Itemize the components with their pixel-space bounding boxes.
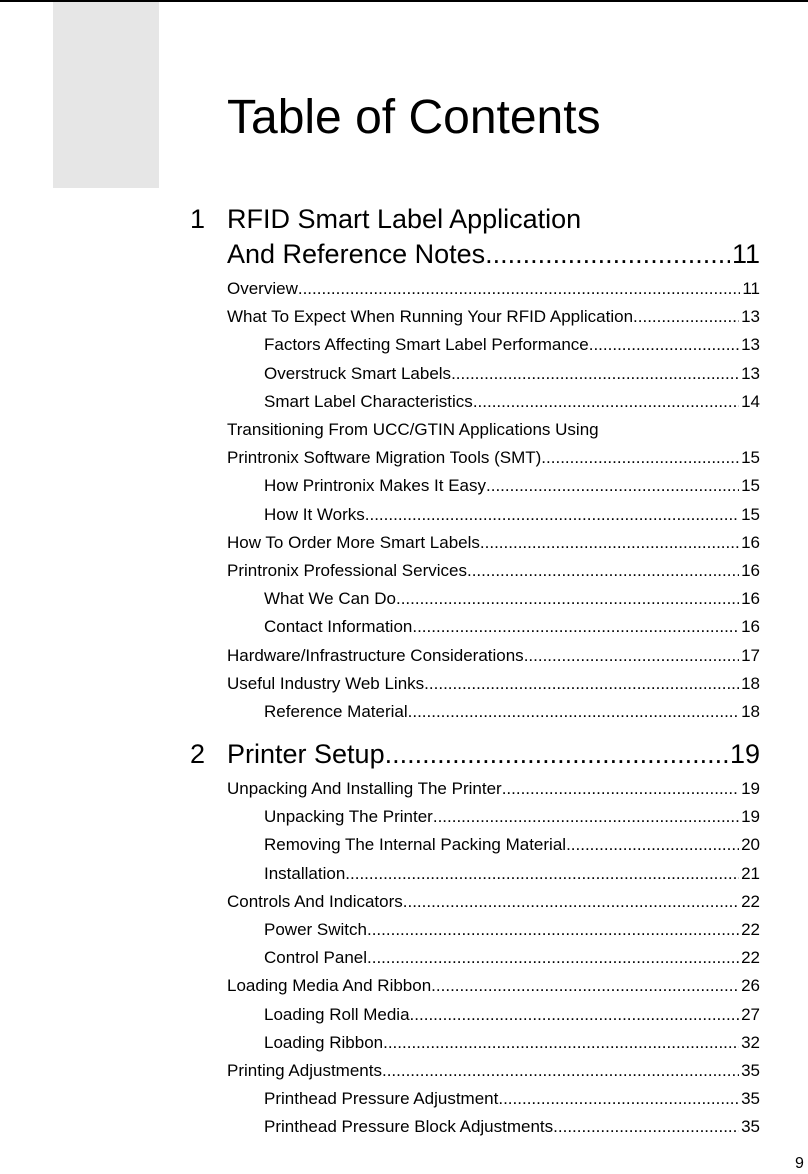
- toc-entry[interactable]: [227, 779, 760, 799]
- toc-entry-title: What We Can Do: [264, 589, 396, 609]
- toc-entry-page: 19: [741, 779, 760, 798]
- leader-dots: [451, 364, 739, 384]
- toc-entry-page: 11: [742, 279, 760, 298]
- toc-entry-title: How Printronix Makes It Easy: [264, 476, 487, 496]
- leader-dots: [408, 702, 739, 722]
- toc-subentry[interactable]: [264, 505, 760, 525]
- toc-subentry[interactable]: [264, 948, 760, 968]
- leader-dots: [412, 617, 739, 637]
- toc-entry[interactable]: [227, 674, 760, 694]
- toc-entry-title: How To Order More Smart Labels: [227, 532, 480, 552]
- leader-dots: [589, 335, 739, 355]
- toc-entry-title: Printronix Professional Services: [227, 561, 467, 580]
- toc-subentry[interactable]: [264, 920, 760, 940]
- toc-entry-title: Printhead Pressure Block Adjustments: [264, 1117, 554, 1137]
- toc-entry-page: 13: [741, 307, 760, 327]
- toc-entry-title: Printhead Pressure Adjustment: [264, 1089, 499, 1109]
- leader-dots: [365, 505, 739, 525]
- toc-entry-page: 35: [741, 1061, 760, 1080]
- leader-dots: [553, 1117, 739, 1137]
- toc-subentry[interactable]: [264, 835, 760, 855]
- leader-dots: [367, 948, 739, 968]
- toc-subentry[interactable]: [264, 1033, 760, 1053]
- toc-subentry[interactable]: [264, 1117, 760, 1137]
- toc-entry[interactable]: [227, 279, 760, 299]
- leader-dots: [424, 674, 739, 694]
- chapter-1-title-line2: And Reference Notes: [227, 239, 486, 269]
- chapter-tab-block: [53, 2, 159, 188]
- chapter-1-title-line1: RFID Smart Label Application: [227, 204, 582, 234]
- toc-entry-page: 22: [741, 948, 760, 968]
- toc-subentry[interactable]: [264, 364, 760, 384]
- toc-entry[interactable]: [227, 448, 760, 468]
- toc-entry-page: 27: [741, 1004, 760, 1024]
- toc-subentry[interactable]: [264, 392, 760, 412]
- toc-entry-page: 22: [741, 891, 760, 911]
- toc-entry[interactable]: [227, 892, 760, 912]
- leader-dots: [345, 864, 739, 884]
- leader-dots: [566, 835, 739, 855]
- toc-entry-page: 18: [741, 673, 760, 693]
- toc-entry-title: What To Expect When Running Your RFID Application: [227, 307, 634, 327]
- chapter-1-number: 1: [190, 204, 206, 234]
- leader-dots: [502, 779, 739, 799]
- chapter-2-title: Printer Setup: [227, 739, 385, 769]
- toc-entry-page: 19: [741, 807, 760, 827]
- toc-entry-page: 20: [741, 835, 760, 855]
- toc-entry-title: How It Works: [264, 504, 365, 524]
- toc-entry-continued[interactable]: Transitioning From UCC/GTIN Applications Using: [227, 420, 599, 439]
- chapter-2-number: 2: [190, 739, 206, 769]
- toc-entry-page: 16: [741, 617, 760, 637]
- toc-entry-title: Control Panel: [264, 948, 368, 968]
- toc-entry-page: 15: [741, 476, 760, 496]
- leader-dots: [524, 646, 739, 666]
- toc-entry-page: 16: [741, 561, 760, 580]
- leader-dots: [382, 1061, 739, 1081]
- leader-dots: [541, 448, 739, 468]
- chapter-1-entry[interactable]: [227, 238, 760, 270]
- toc-entry-title: Unpacking And Installing The Printer: [227, 779, 502, 798]
- leader-dots: [633, 307, 739, 327]
- toc-entry-page: 13: [741, 363, 760, 383]
- toc-entry-page: 13: [741, 335, 760, 355]
- leader-dots: [396, 589, 739, 609]
- leader-dots: [480, 533, 739, 553]
- toc-entry-title: Removing The Internal Packing Material: [264, 835, 567, 855]
- toc-subentry[interactable]: [264, 1089, 760, 1109]
- toc-entry-page: 17: [741, 645, 760, 665]
- leader-dots: [385, 738, 728, 770]
- toc-entry-page: 32: [741, 1032, 760, 1052]
- chapter-2-entry[interactable]: [227, 738, 760, 770]
- toc-entry-title: Controls And Indicators: [227, 891, 403, 911]
- toc-entry-title: Overstruck Smart Labels: [264, 363, 452, 383]
- toc-entry-page: 35: [741, 1089, 760, 1109]
- leader-dots: [498, 1089, 739, 1109]
- toc-entry-title: Useful Industry Web Links: [227, 673, 425, 693]
- leader-dots: [473, 392, 739, 412]
- toc-entry-title: Hardware/Infrastructure Considerations: [227, 645, 524, 665]
- toc-subentry[interactable]: [264, 864, 760, 884]
- toc-entry-title: Power Switch: [264, 920, 367, 939]
- toc-subentry[interactable]: [264, 589, 760, 609]
- chapter-2-page: 19: [729, 739, 760, 769]
- toc-entry-title: Smart Label Characteristics: [264, 391, 473, 411]
- toc-entry-page: 26: [741, 976, 760, 996]
- leader-dots: [403, 892, 739, 912]
- toc-subentry[interactable]: [264, 335, 760, 355]
- toc-entry-page: 21: [741, 863, 760, 883]
- toc-entry-title: Printing Adjustments: [227, 1061, 382, 1080]
- toc-entry[interactable]: [227, 307, 760, 327]
- toc-entry-page: 16: [741, 532, 760, 552]
- toc-entry-page: 14: [741, 391, 760, 411]
- toc-entry-page: 22: [741, 920, 760, 939]
- toc-entry-title: Loading Ribbon: [264, 1032, 384, 1052]
- leader-dots: [433, 807, 739, 827]
- toc-subentry[interactable]: [264, 702, 760, 722]
- leader-dots: [431, 976, 739, 996]
- toc-entry-title: Printronix Software Migration Tools (SMT): [227, 448, 542, 468]
- leader-dots: [383, 1033, 739, 1053]
- toc-subentry[interactable]: [264, 476, 760, 496]
- chapter-1-page: 11: [731, 239, 760, 269]
- toc-entry-page: 16: [741, 589, 760, 609]
- leader-dots: [410, 1005, 740, 1025]
- toc-entry-title: Reference Material: [264, 702, 408, 721]
- toc-entry-title: Overview: [227, 279, 298, 298]
- toc-entry-title: Installation: [264, 863, 346, 883]
- toc-entry[interactable]: [227, 561, 760, 581]
- page-title: Table of Contents: [227, 91, 601, 144]
- toc-entry[interactable]: [227, 646, 760, 666]
- toc-entry-title: Loading Media And Ribbon: [227, 976, 432, 996]
- leader-dots: [485, 238, 730, 270]
- toc-entry-page: 15: [741, 448, 760, 468]
- toc-entry[interactable]: [227, 976, 760, 996]
- leader-dots: [486, 476, 739, 496]
- toc-subentry[interactable]: [264, 617, 760, 637]
- toc-entry-title: Factors Affecting Smart Label Performance: [264, 335, 589, 355]
- page-number: 9: [795, 1155, 804, 1172]
- leader-dots: [298, 279, 740, 299]
- toc-entry-page: 18: [741, 702, 760, 721]
- toc-subentry[interactable]: [264, 807, 760, 827]
- toc-entry-page: 35: [741, 1117, 760, 1137]
- leader-dots: [367, 920, 739, 940]
- toc-entry[interactable]: [227, 1061, 760, 1081]
- leader-dots: [467, 561, 739, 581]
- toc-entry[interactable]: [227, 533, 760, 553]
- toc-entry-title: Loading Roll Media: [264, 1004, 410, 1024]
- toc-entry-title: Contact Information: [264, 617, 413, 637]
- toc-entry-page: 15: [741, 504, 760, 524]
- toc-subentry[interactable]: [264, 1005, 760, 1025]
- toc-entry-title: Unpacking The Printer: [264, 807, 433, 827]
